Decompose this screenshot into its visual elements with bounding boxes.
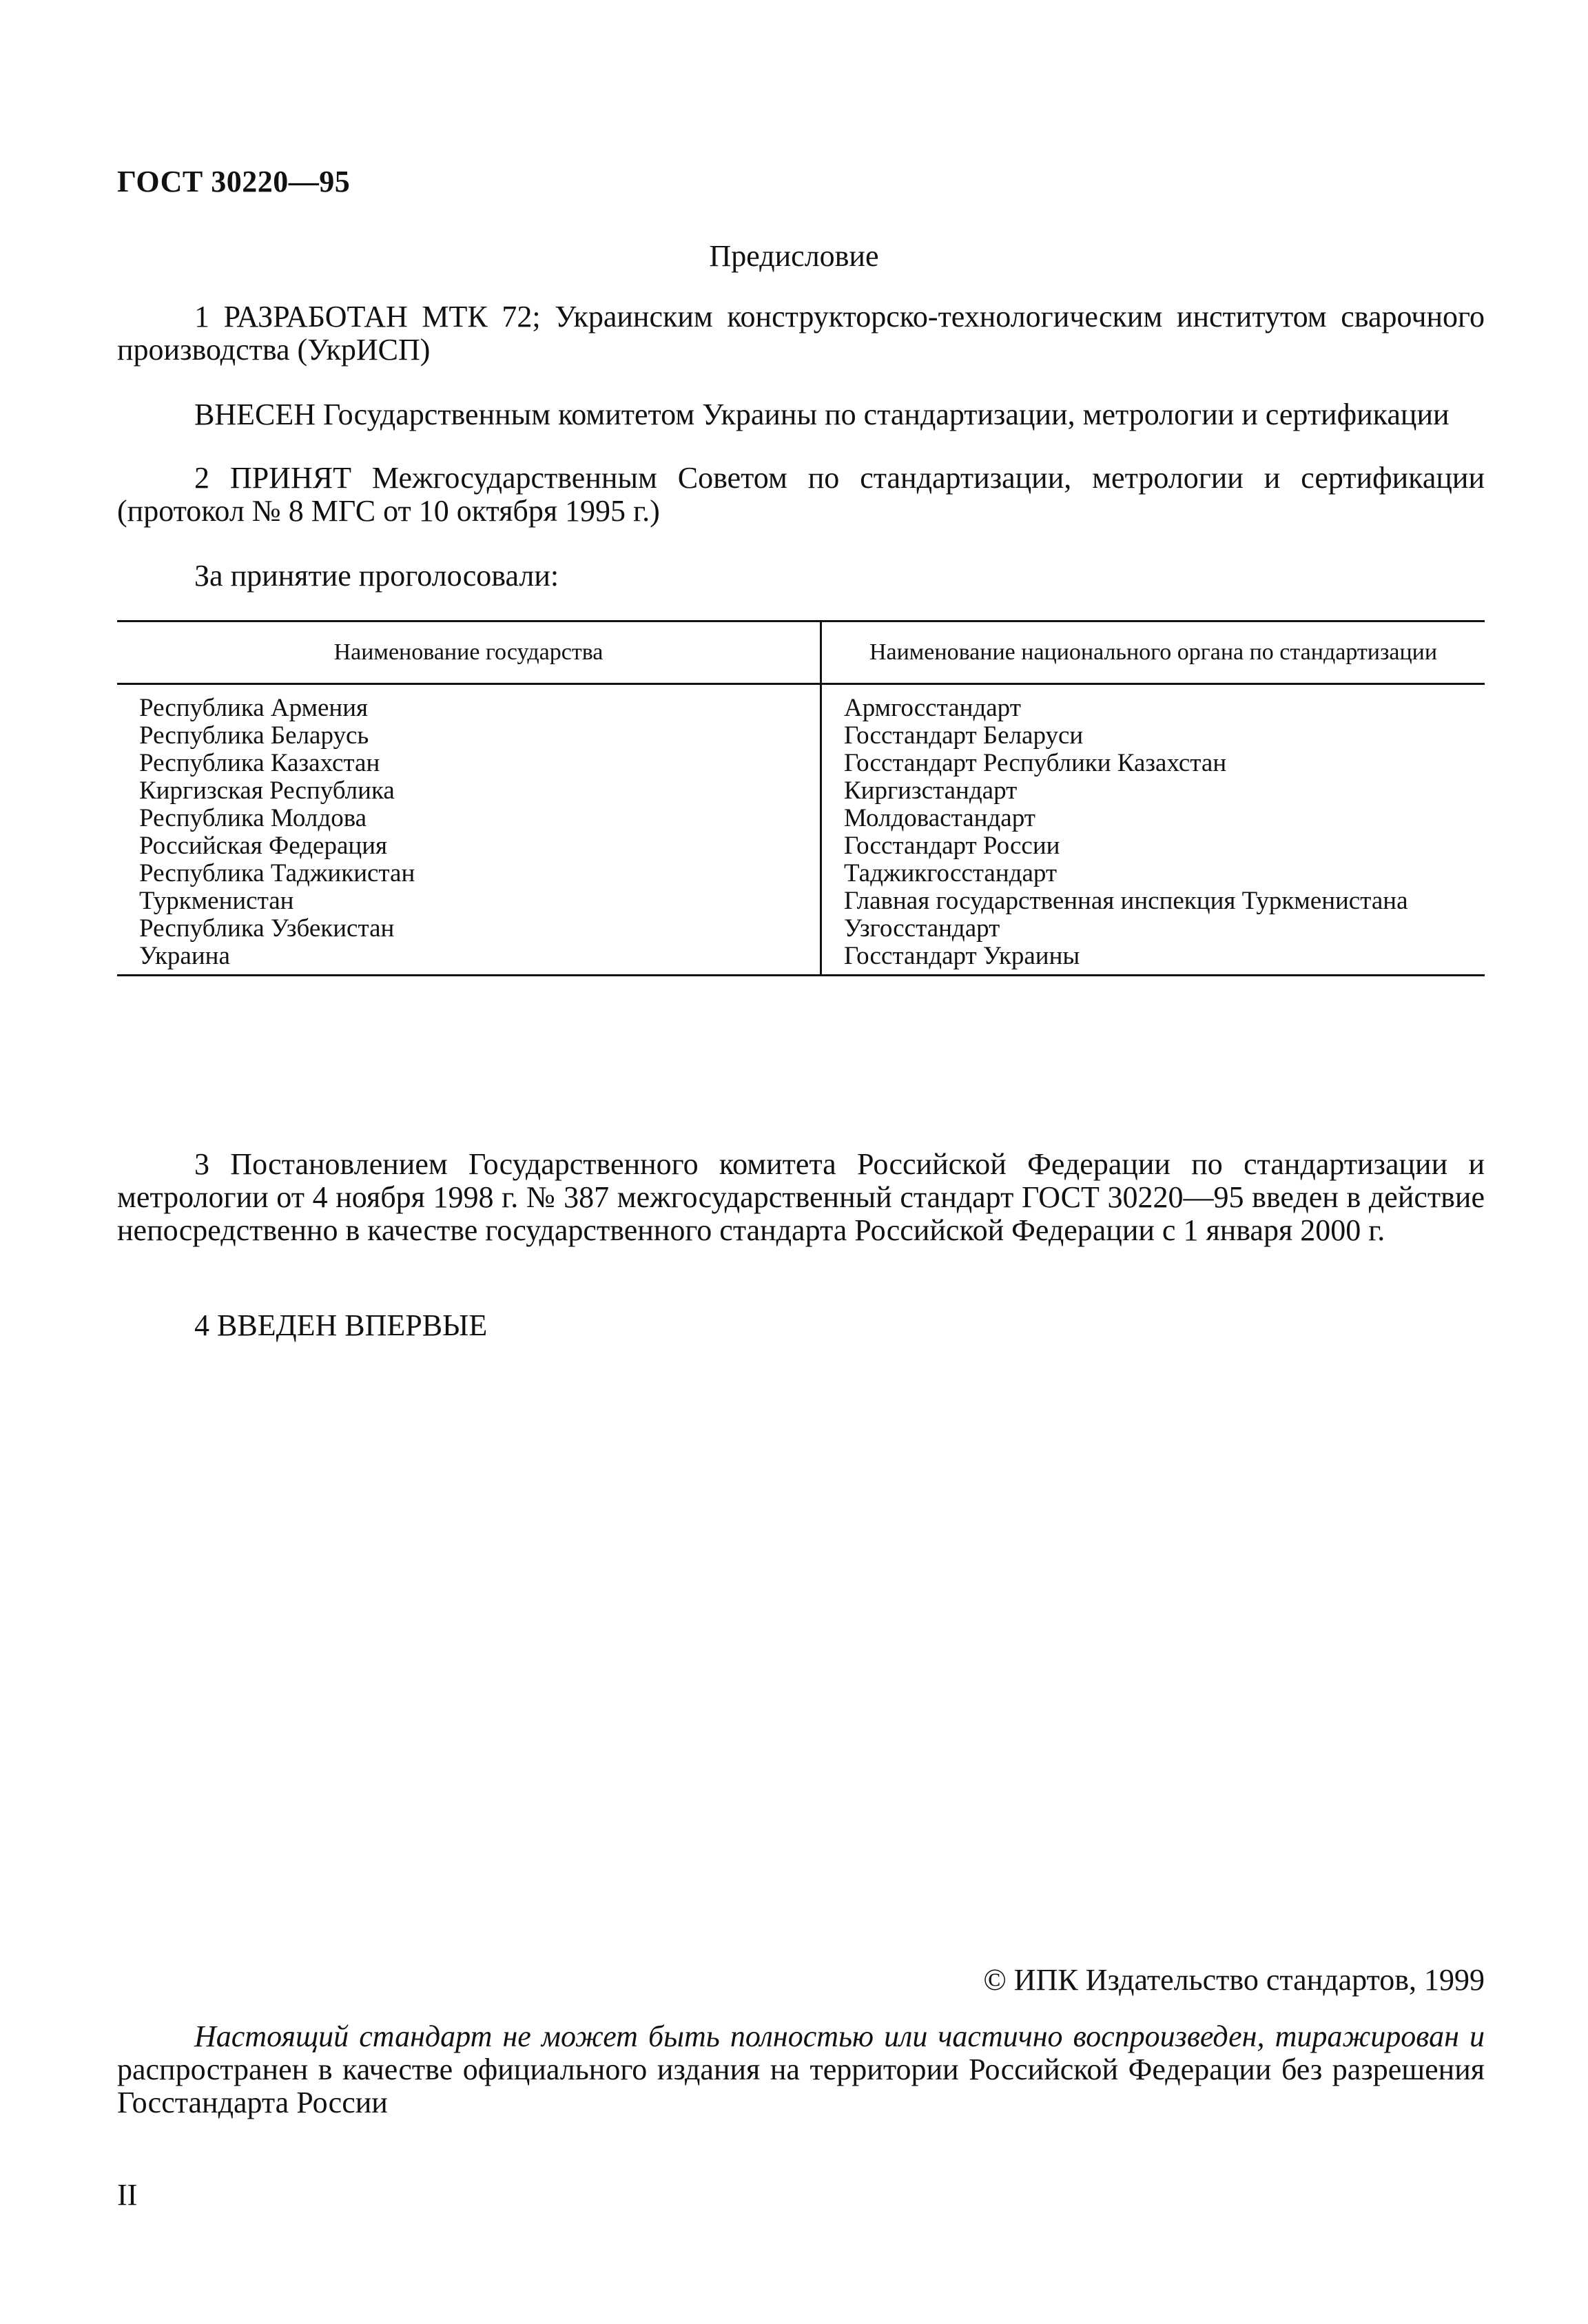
paragraph-developed-by: 1 РАЗРАБОТАН МТК 72; Украинским конструкторско-технологическим институтом сварочного производства (УкрИСП) — [117, 300, 1485, 367]
state-cell: Украина — [117, 943, 821, 976]
reproduction-notice — [117, 2020, 1485, 2119]
column-header-state: Наименование государства — [117, 621, 821, 684]
national-body-cell: Таджикгосстандарт — [844, 859, 1058, 887]
state-cell: Республика Беларусь — [117, 722, 821, 750]
table-row — [117, 832, 1485, 860]
section-title: Предисловие — [709, 239, 879, 273]
national-body-cell: Молдовастандарт — [844, 804, 1035, 832]
reproduction-notice-rest: распространен в качестве официального издания на территории Российской Федерации без разрешения Госстандарта России — [117, 2053, 1485, 2119]
table-row — [117, 943, 1485, 976]
paragraph-adopted-by: 2 ПРИНЯТ Межгосударственным Советом по стандартизации, метрологии и сертификации (протокол № 8 МГС от 10 октября 1995 г.) — [117, 461, 1485, 528]
state-cell: Республика Казахстан — [117, 750, 821, 777]
national-body-cell: Госстандарт России — [844, 832, 1060, 860]
national-body-cell: Киргизстандарт — [844, 777, 1018, 805]
table-row — [117, 915, 1485, 943]
state-cell: Республика Таджикистан — [117, 860, 821, 887]
national-body-cell: Госстандарт Беларуси — [844, 721, 1084, 750]
table-row — [117, 805, 1485, 832]
page-number: II — [117, 2178, 138, 2212]
paragraph-introduced-by: ВНЕСЕН Государственным комитетом Украины по стандартизации, метрологии и сертификации — [194, 398, 1450, 431]
paragraph-voted-for: За принятие проголосовали: — [194, 559, 559, 593]
table-header-row — [117, 621, 1485, 684]
state-cell: Республика Молдова — [117, 805, 821, 832]
document-code: ГОСТ 30220—95 — [117, 165, 351, 198]
table-row — [117, 722, 1485, 750]
national-body-cell: Госстандарт Республики Казахстан — [844, 749, 1227, 777]
national-body-cell: Узгосстандарт — [844, 914, 1000, 943]
table-row — [117, 887, 1485, 915]
reproduction-notice-italic: Настоящий стандарт не может быть полностью или частично воспроизведен, тиражирован и — [194, 2019, 1485, 2053]
state-cell: Туркменистан — [117, 887, 821, 915]
state-cell: Российская Федерация — [117, 832, 821, 860]
column-header-national-body: Наименование национального органа по стандартизации — [821, 621, 1485, 684]
table-row — [117, 750, 1485, 777]
state-cell: Республика Армения — [117, 684, 821, 723]
national-body-cell: Главная государственная инспекция Туркменистана — [844, 887, 1408, 915]
table-row — [117, 684, 1485, 723]
state-cell: Киргизская Республика — [117, 777, 821, 805]
table-row — [117, 777, 1485, 805]
state-cell: Республика Узбекистан — [117, 915, 821, 943]
paragraph-introduced-first-time: 4 ВВЕДЕН ВПЕРВЫЕ — [194, 1308, 488, 1342]
voting-states-table — [117, 620, 1485, 976]
table-row — [117, 860, 1485, 887]
paragraph-resolution: 3 Постановлением Государственного комитета Российской Федерации по стандартизации и метрологии от 4 ноября 1998 г. № 387 межгосударственный стандарт ГОСТ 30220—95 введен в действие непосредственно в качестве государственного стандарта Российской Федерации с 1 января 2000 г. — [117, 1147, 1485, 1247]
national-body-cell: Госстандарт Украины — [821, 943, 1485, 976]
copyright-line: © ИПК Издательство стандартов, 1999 — [983, 1963, 1485, 1997]
national-body-cell: Армгосстандарт — [844, 694, 1021, 722]
